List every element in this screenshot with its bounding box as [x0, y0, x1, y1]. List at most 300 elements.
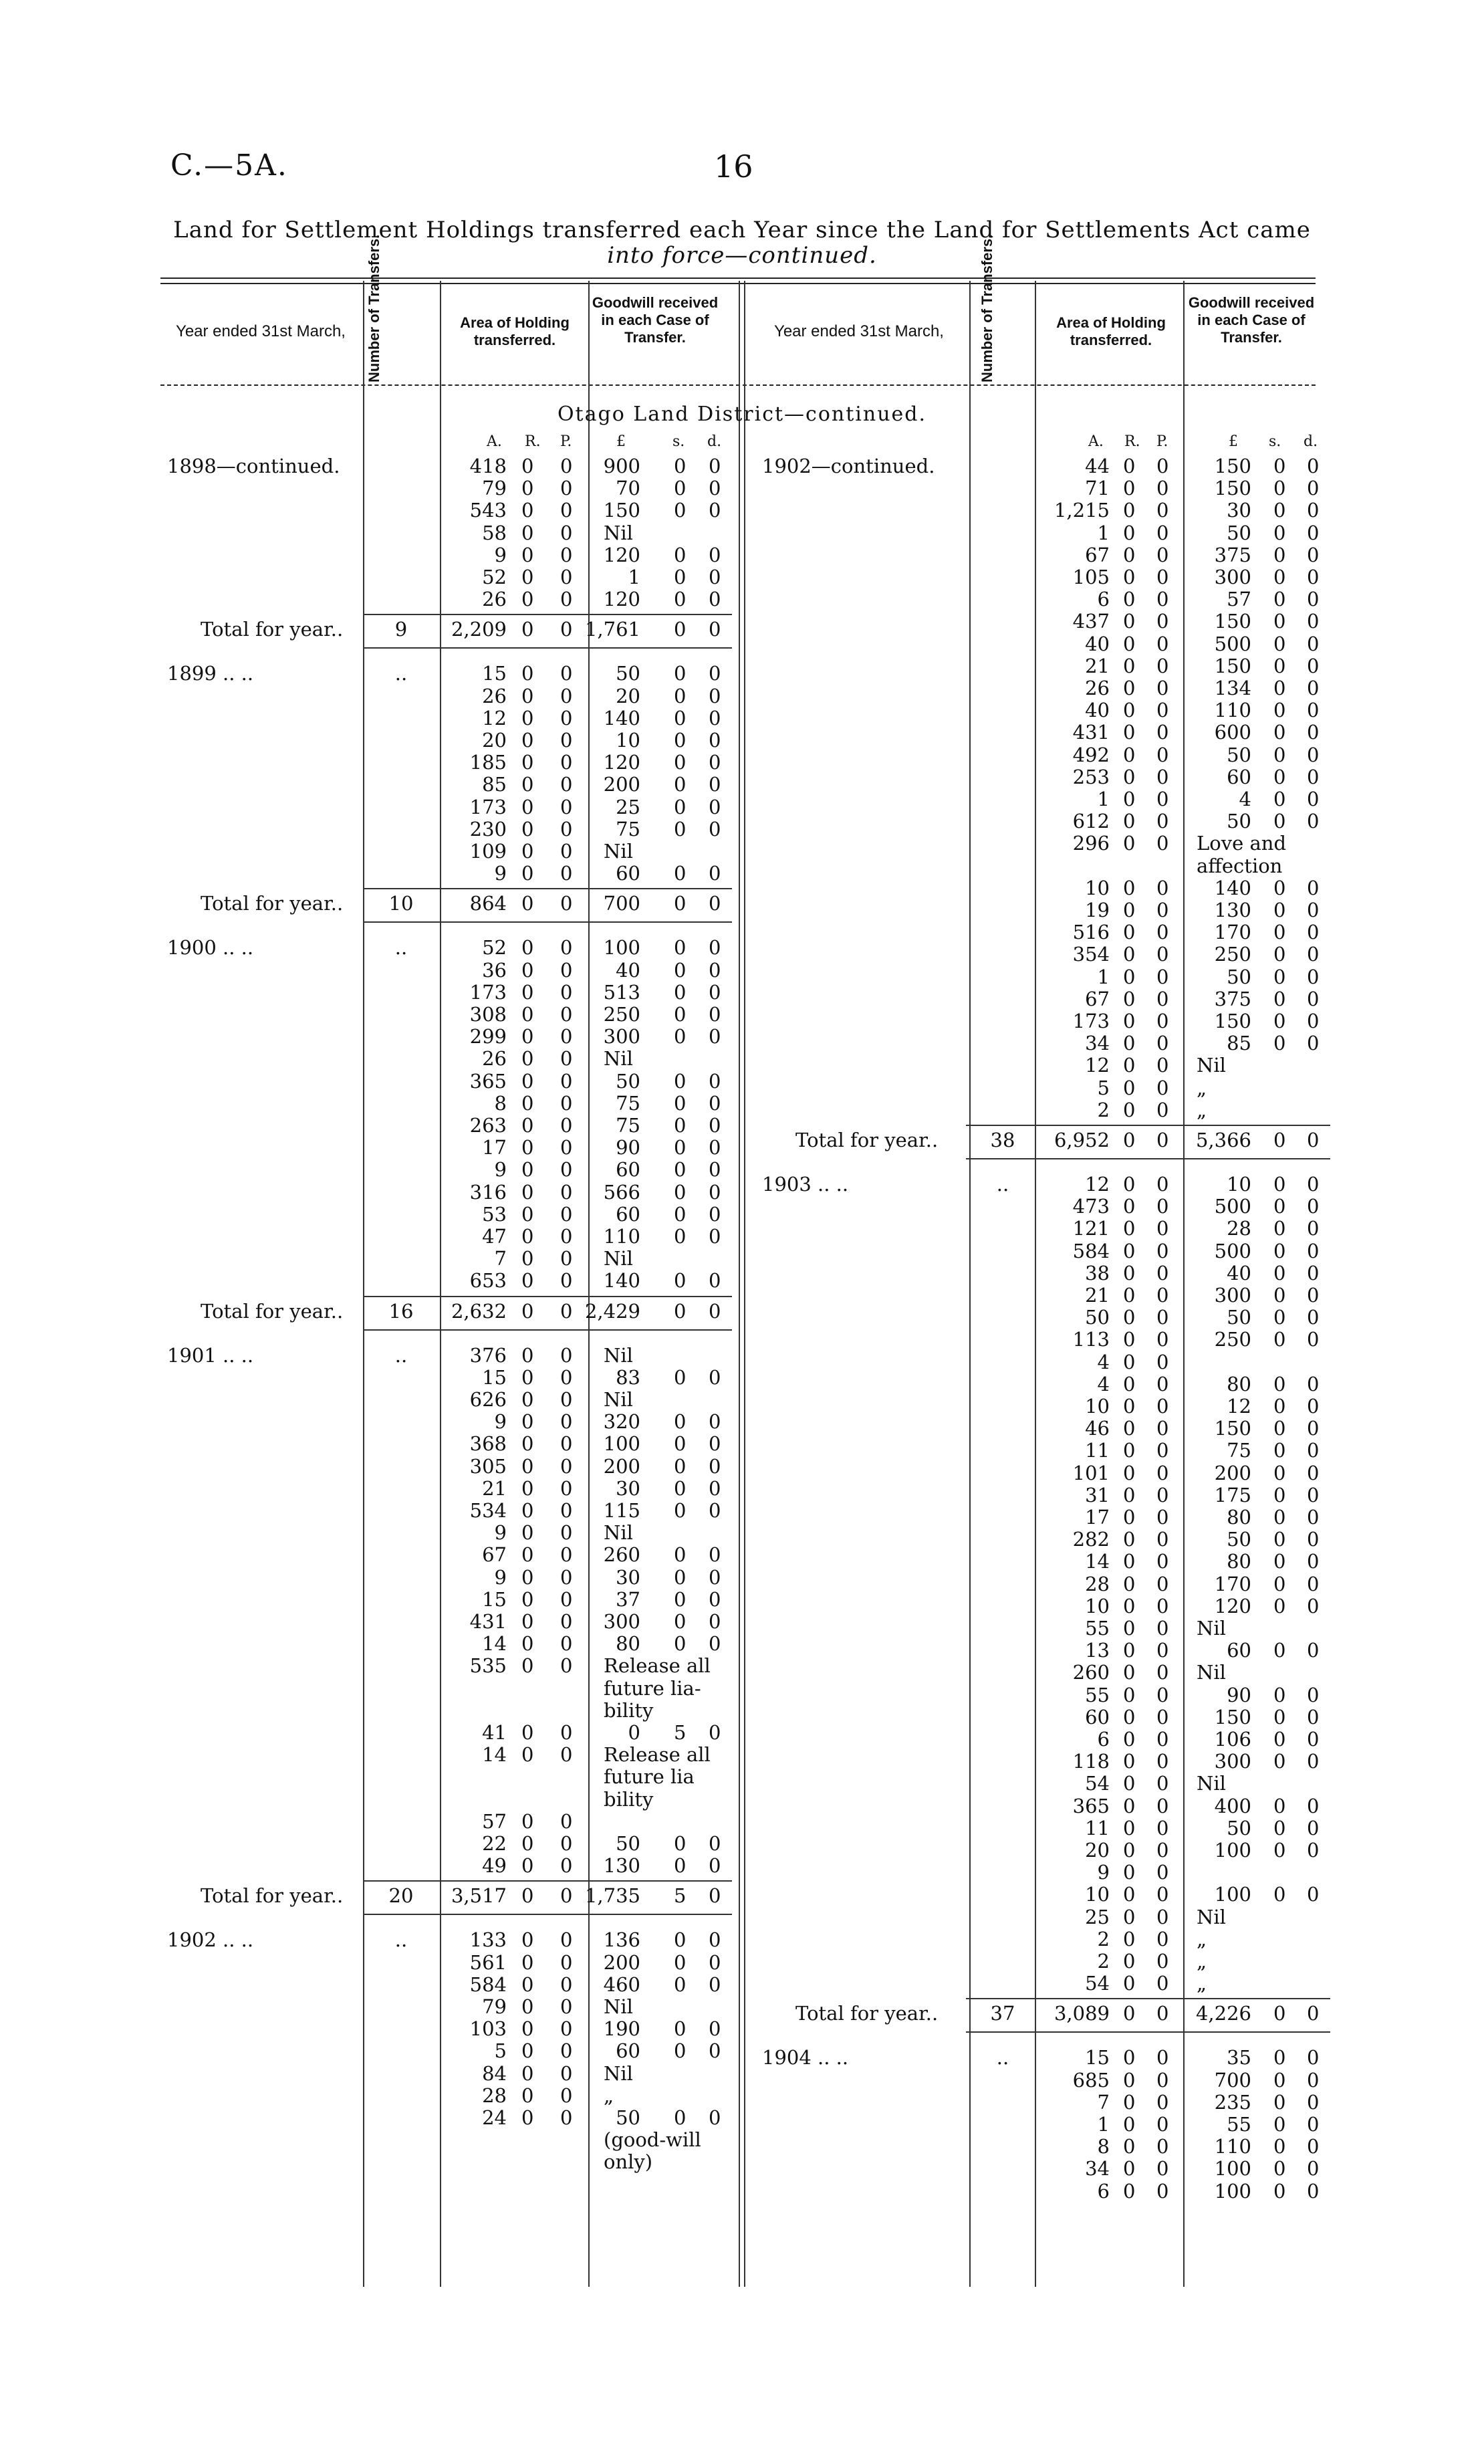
area-perches: 0	[1156, 1905, 1169, 1928]
area-acres: 25	[1085, 1905, 1110, 1928]
divider	[440, 281, 441, 2287]
area-roods: 0	[521, 1565, 534, 1589]
area-acres: 534	[469, 1499, 507, 1522]
area-perches: 0	[1156, 1461, 1169, 1484]
goodwill-shillings: 0	[674, 862, 687, 885]
area-perches: 0	[560, 840, 573, 863]
area-roods: 0	[521, 1454, 534, 1478]
area-roods: 0	[1123, 1417, 1136, 1440]
goodwill-pence: 0	[1307, 1839, 1320, 1862]
year-label: 1902—continued.	[762, 455, 935, 477]
total-pence: 0	[709, 1884, 721, 1908]
divider	[744, 281, 745, 2287]
area-acres: 79	[482, 477, 507, 500]
goodwill-pence: 0	[709, 2017, 721, 2041]
goodwill-pounds: 200	[603, 1950, 640, 1974]
goodwill-pence: 0	[1307, 677, 1320, 699]
goodwill-pounds: 60	[616, 1202, 640, 1226]
total-rule	[364, 921, 732, 923]
goodwill-shillings: 0	[1273, 566, 1286, 588]
goodwill-shillings: 0	[1273, 765, 1286, 788]
goodwill-pounds: 90	[1227, 1683, 1251, 1706]
area-acres: 15	[482, 1587, 507, 1611]
area-roods: 0	[521, 1499, 534, 1522]
area-perches: 0	[1156, 1328, 1169, 1351]
goodwill-pounds: 100	[603, 1432, 640, 1456]
goodwill-pounds: 30	[616, 1565, 640, 1589]
area-perches: 0	[560, 1565, 573, 1589]
goodwill-shillings: 0	[674, 1565, 687, 1589]
goodwill-pounds: 150	[1214, 610, 1251, 633]
area-roods: 0	[521, 1721, 534, 1744]
goodwill-shillings: 0	[1273, 721, 1286, 744]
goodwill-pounds: 60	[616, 2039, 640, 2063]
area-acres: 10	[1085, 1395, 1110, 1418]
area-roods: 0	[1123, 654, 1136, 677]
area-roods: 0	[521, 499, 534, 522]
unit-pounds: £	[616, 433, 626, 450]
total-pence: 0	[709, 618, 721, 641]
goodwill-pounds: 50	[1227, 810, 1251, 833]
area-perches: 0	[560, 795, 573, 818]
area-perches: 0	[1156, 543, 1169, 566]
area-roods: 0	[1123, 2157, 1136, 2180]
area-perches: 0	[560, 662, 573, 685]
goodwill-pence: 0	[1307, 699, 1320, 722]
goodwill-pence: 0	[1307, 2068, 1320, 2092]
total-perches: 0	[560, 618, 573, 641]
goodwill-pence: 0	[709, 1365, 721, 1389]
area-acres: 54	[1085, 1772, 1110, 1795]
goodwill-pence: 0	[709, 499, 721, 522]
area-roods: 0	[1123, 1683, 1136, 1706]
area-perches: 0	[1156, 699, 1169, 722]
area-perches: 0	[1156, 1972, 1169, 1995]
goodwill-pence: 0	[1307, 1550, 1320, 1573]
goodwill-pence: 0	[709, 1225, 721, 1248]
goodwill-pence: 0	[709, 1158, 721, 1182]
goodwill-pounds: 140	[603, 706, 640, 730]
goodwill-pence: 0	[709, 588, 721, 611]
area-acres: 14	[1085, 1550, 1110, 1573]
total-pence: 0	[1307, 1129, 1320, 1151]
goodwill-pence: 0	[1307, 1010, 1320, 1032]
area-perches: 0	[1156, 1417, 1169, 1440]
area-acres: 584	[1072, 1239, 1110, 1262]
goodwill-pence: 0	[709, 1432, 721, 1456]
area-perches: 0	[560, 1521, 573, 1545]
goodwill-pounds: 150	[1214, 1010, 1251, 1032]
divider	[739, 281, 740, 2287]
total-count: 20	[388, 1884, 414, 1908]
total-rule	[364, 1329, 732, 1331]
goodwill-note: Nil	[604, 1521, 633, 1545]
area-acres: 121	[1072, 1217, 1110, 1240]
area-perches: 0	[1156, 1010, 1169, 1032]
area-roods: 0	[1123, 1395, 1136, 1418]
goodwill-shillings: 0	[674, 662, 687, 685]
goodwill-pounds: 40	[616, 958, 640, 982]
total-shillings: 0	[674, 618, 687, 641]
area-acres: 113	[1072, 1328, 1110, 1351]
unit-perches: P.	[1156, 433, 1168, 450]
total-roods: 0	[521, 618, 534, 641]
area-roods: 0	[1123, 1506, 1136, 1529]
area-acres: 543	[469, 499, 507, 522]
area-perches: 0	[1156, 1054, 1169, 1077]
area-roods: 0	[521, 477, 534, 500]
goodwill-shillings: 0	[1273, 1195, 1286, 1218]
area-roods: 0	[1123, 610, 1136, 633]
total-shillings: 0	[1273, 1129, 1286, 1151]
area-acres: 40	[1085, 699, 1110, 722]
goodwill-pounds: 10	[616, 729, 640, 752]
goodwill-pounds: 70	[616, 477, 640, 500]
goodwill-shillings: 0	[1273, 677, 1286, 699]
goodwill-pence: 0	[1307, 1594, 1320, 1617]
goodwill-pence: 0	[1307, 965, 1320, 988]
area-roods: 0	[521, 1928, 534, 1952]
goodwill-pence: 0	[709, 1950, 721, 1974]
goodwill-pence: 0	[1307, 1528, 1320, 1551]
goodwill-shillings: 0	[1273, 499, 1286, 522]
area-roods: 0	[521, 936, 534, 960]
goodwill-pounds: 20	[616, 684, 640, 707]
goodwill-pence: 0	[709, 1025, 721, 1048]
year-label: 1900 .. ..	[167, 936, 254, 960]
area-perches: 0	[1156, 1506, 1169, 1529]
goodwill-pounds: 300	[1214, 1750, 1251, 1773]
area-roods: 0	[1123, 1927, 1136, 1950]
goodwill-note: Nil	[1197, 1772, 1226, 1795]
goodwill-note: Nil	[604, 1047, 633, 1071]
goodwill-shillings: 0	[674, 1025, 687, 1048]
goodwill-pence: 0	[709, 684, 721, 707]
col-year-right: Year ended 31st March,	[774, 322, 944, 340]
area-roods: 0	[521, 1854, 534, 1878]
goodwill-pence: 0	[1307, 2179, 1320, 2203]
goodwill-pence: 0	[1307, 654, 1320, 677]
area-acres: 626	[469, 1388, 507, 1411]
area-perches: 0	[1156, 1395, 1169, 1418]
area-acres: 9	[494, 543, 507, 566]
area-acres: 20	[1085, 1839, 1110, 1862]
area-acres: 24	[482, 2106, 507, 2129]
area-roods: 0	[1123, 699, 1136, 722]
area-perches: 0	[1156, 1195, 1169, 1218]
area-acres: 1	[1097, 965, 1110, 988]
goodwill-pence: 0	[1307, 788, 1320, 810]
goodwill-pounds: 200	[603, 1454, 640, 1478]
area-perches: 0	[1156, 743, 1169, 766]
area-perches: 0	[1156, 1816, 1169, 1839]
area-roods: 0	[521, 2061, 534, 2085]
goodwill-pence: 0	[709, 936, 721, 960]
area-roods: 0	[1123, 965, 1136, 988]
area-roods: 0	[521, 1832, 534, 1855]
goodwill-pence: 0	[709, 958, 721, 982]
area-roods: 0	[521, 1632, 534, 1656]
goodwill-pence: 0	[709, 1928, 721, 1952]
area-perches: 0	[560, 1047, 573, 1071]
goodwill-pence: 0	[1307, 1284, 1320, 1307]
goodwill-pounds: 140	[1214, 876, 1251, 899]
area-roods: 0	[1123, 1950, 1136, 1973]
goodwill-pounds: 190	[603, 2017, 640, 2041]
area-perches: 0	[1156, 2135, 1169, 2158]
goodwill-pounds: 320	[603, 1410, 640, 1434]
area-acres: 535	[469, 1654, 507, 1678]
area-roods: 0	[521, 521, 534, 544]
area-acres: 6	[1097, 2179, 1110, 2203]
goodwill-pence: 0	[1307, 1683, 1320, 1706]
area-roods: 0	[521, 1180, 534, 1204]
goodwill-shillings: 0	[674, 1950, 687, 1974]
area-roods: 0	[1123, 1972, 1136, 1995]
unit-shillings: s.	[1269, 433, 1281, 450]
goodwill-shillings: 0	[674, 1854, 687, 1878]
area-acres: 19	[1085, 899, 1110, 921]
area-perches: 0	[1156, 1239, 1169, 1262]
goodwill-note: Nil	[604, 1388, 633, 1411]
table-title: Land for Settlement Holdings transferred each Year since the Land for Settlements Act came	[173, 217, 1311, 243]
area-roods: 0	[1123, 1239, 1136, 1262]
goodwill-shillings: 0	[674, 1410, 687, 1434]
area-roods: 0	[521, 1610, 534, 1633]
area-perches: 0	[560, 1136, 573, 1159]
goodwill-pounds: 100	[603, 936, 640, 960]
goodwill-note: Nil	[1197, 1905, 1226, 1928]
goodwill-pounds: 50	[616, 2106, 640, 2129]
area-perches: 0	[560, 1269, 573, 1293]
goodwill-pounds: 12	[1227, 1395, 1251, 1418]
area-roods: 0	[1123, 987, 1136, 1010]
total-label: Total for year..	[201, 892, 344, 915]
goodwill-shillings: 0	[1273, 876, 1286, 899]
goodwill-pounds: 75	[1227, 1439, 1251, 1462]
goodwill-pounds: 40	[1227, 1261, 1251, 1284]
goodwill-pounds: 83	[616, 1365, 640, 1389]
total-roods: 0	[521, 892, 534, 915]
goodwill-shillings: 0	[1273, 1705, 1286, 1728]
area-acres: 2	[1097, 1950, 1110, 1973]
col-goodwill-left: Goodwill received in each Case of Transfer.	[592, 294, 719, 346]
goodwill-pounds: 250	[1214, 943, 1251, 966]
goodwill-note: Nil	[604, 1343, 633, 1367]
goodwill-pence: 0	[709, 543, 721, 566]
goodwill-pence: 0	[1307, 1794, 1320, 1817]
area-roods: 0	[1123, 1195, 1136, 1218]
area-roods: 0	[1123, 1639, 1136, 1662]
area-roods: 0	[521, 1225, 534, 1248]
goodwill-pence: 0	[709, 1832, 721, 1855]
goodwill-pence: 0	[709, 1499, 721, 1522]
transfer-count: ..	[394, 1928, 408, 1952]
area-perches: 0	[1156, 1639, 1169, 1662]
goodwill-pounds: 0	[628, 1721, 640, 1744]
goodwill-note: Release all	[604, 1743, 711, 1767]
area-roods: 0	[1123, 788, 1136, 810]
goodwill-pence: 0	[709, 2106, 721, 2129]
area-roods: 0	[521, 1476, 534, 1500]
goodwill-note: bility	[604, 1787, 654, 1811]
area-perches: 0	[560, 862, 573, 885]
area-perches: 0	[560, 566, 573, 588]
total-shillings: 0	[1273, 2002, 1286, 2025]
area-perches: 0	[560, 936, 573, 960]
year-label: 1902 .. ..	[167, 1928, 254, 1952]
total-acres: 2,632	[451, 1299, 507, 1323]
area-roods: 0	[1123, 2179, 1136, 2203]
goodwill-pence: 0	[1307, 477, 1320, 500]
goodwill-pounds: 50	[1227, 1528, 1251, 1551]
area-roods: 0	[1123, 2068, 1136, 2092]
goodwill-pounds: 110	[1214, 2135, 1251, 2158]
area-perches: 0	[560, 1432, 573, 1456]
area-roods: 0	[1123, 632, 1136, 655]
goodwill-pounds: 50	[1227, 743, 1251, 766]
goodwill-shillings: 0	[674, 1499, 687, 1522]
goodwill-pounds: 110	[603, 1225, 640, 1248]
goodwill-pence: 0	[1307, 1239, 1320, 1262]
area-perches: 0	[560, 1632, 573, 1656]
goodwill-pounds: 500	[1214, 1239, 1251, 1262]
area-acres: 12	[1085, 1173, 1110, 1196]
area-roods: 0	[521, 1247, 534, 1270]
goodwill-shillings: 0	[674, 1069, 687, 1093]
area-roods: 0	[521, 588, 534, 611]
area-perches: 0	[560, 588, 573, 611]
area-roods: 0	[521, 662, 534, 685]
area-perches: 0	[560, 2061, 573, 2085]
goodwill-pounds: 300	[603, 1610, 640, 1633]
goodwill-shillings: 0	[674, 1476, 687, 1500]
goodwill-shillings: 0	[674, 1202, 687, 1226]
area-roods: 0	[1123, 588, 1136, 611]
total-rule	[364, 1880, 732, 1882]
area-perches: 0	[560, 499, 573, 522]
area-acres: 9	[494, 862, 507, 885]
total-label: Total for year..	[795, 2002, 939, 2025]
goodwill-pounds: 80	[1227, 1506, 1251, 1529]
area-perches: 0	[1156, 1173, 1169, 1196]
goodwill-pence: 0	[1307, 1728, 1320, 1751]
area-acres: 9	[494, 1158, 507, 1182]
goodwill-shillings: 5	[674, 1721, 687, 1744]
area-roods: 0	[521, 455, 534, 477]
goodwill-shillings: 0	[1273, 477, 1286, 500]
goodwill-shillings: 0	[1273, 1572, 1286, 1595]
goodwill-shillings: 0	[1273, 654, 1286, 677]
area-perches: 0	[560, 477, 573, 500]
area-perches: 0	[560, 1454, 573, 1478]
area-acres: 437	[1072, 610, 1110, 633]
goodwill-pounds: 250	[603, 1003, 640, 1026]
goodwill-shillings: 0	[674, 958, 687, 982]
goodwill-shillings: 0	[1273, 610, 1286, 633]
goodwill-pounds: 50	[616, 662, 640, 685]
header-bottom-rule	[160, 384, 1316, 386]
total-rule	[966, 2031, 1330, 2033]
area-roods: 0	[521, 1995, 534, 2018]
goodwill-pounds: 150	[1214, 477, 1251, 500]
goodwill-pence: 0	[709, 1587, 721, 1611]
area-perches: 0	[560, 1091, 573, 1115]
area-roods: 0	[521, 1743, 534, 1767]
area-acres: 34	[1085, 2157, 1110, 2180]
goodwill-shillings: 0	[674, 729, 687, 752]
divider	[1183, 281, 1185, 2287]
area-acres: 473	[1072, 1195, 1110, 1218]
area-roods: 0	[521, 543, 534, 566]
goodwill-pounds: 50	[616, 1069, 640, 1093]
goodwill-pence: 0	[709, 1632, 721, 1656]
area-acres: 50	[1085, 1306, 1110, 1329]
goodwill-pence: 0	[1307, 455, 1320, 477]
col-number-left: Number of Transfers.	[366, 234, 382, 382]
area-perches: 0	[560, 1247, 573, 1270]
year-label: 1901 .. ..	[167, 1343, 254, 1367]
goodwill-pounds: 130	[603, 1854, 640, 1878]
goodwill-pence: 0	[1307, 1705, 1320, 1728]
area-roods: 0	[1123, 832, 1136, 855]
area-roods: 0	[1123, 876, 1136, 899]
area-acres: 52	[482, 936, 507, 960]
goodwill-pounds: 100	[1214, 2157, 1251, 2180]
year-label: 1903 .. ..	[762, 1173, 849, 1196]
area-perches: 0	[1156, 2157, 1169, 2180]
area-perches: 0	[1156, 1661, 1169, 1684]
area-acres: 47	[482, 1225, 507, 1248]
area-acres: 263	[469, 1114, 507, 1137]
area-roods: 0	[521, 773, 534, 796]
area-acres: 185	[469, 751, 507, 774]
area-roods: 0	[521, 1343, 534, 1367]
area-perches: 0	[560, 543, 573, 566]
area-acres: 105	[1072, 566, 1110, 588]
total-label: Total for year..	[201, 1299, 344, 1323]
goodwill-shillings: 0	[1273, 2157, 1286, 2180]
goodwill-pounds: 150	[1214, 455, 1251, 477]
goodwill-pounds: 10	[1227, 1173, 1251, 1196]
area-roods: 0	[1123, 499, 1136, 522]
area-acres: 34	[1085, 1032, 1110, 1055]
goodwill-pounds: 1	[628, 566, 640, 588]
goodwill-shillings: 0	[1273, 1032, 1286, 1055]
area-roods: 0	[521, 1269, 534, 1293]
goodwill-shillings: 0	[674, 817, 687, 841]
goodwill-pence: 0	[709, 2039, 721, 2063]
unit-shillings: s.	[672, 433, 685, 450]
goodwill-pounds: 375	[1214, 543, 1251, 566]
area-perches: 0	[560, 1343, 573, 1367]
area-acres: 2	[1097, 1098, 1110, 1121]
goodwill-shillings: 0	[674, 566, 687, 588]
area-acres: 4	[1097, 1350, 1110, 1373]
goodwill-pence: 0	[709, 729, 721, 752]
total-acres: 3,517	[451, 1884, 507, 1908]
area-acres: 1	[1097, 788, 1110, 810]
total-acres: 3,089	[1054, 2002, 1110, 2025]
goodwill-shillings: 0	[1273, 1328, 1286, 1351]
goodwill-shillings: 0	[1273, 1683, 1286, 1706]
goodwill-pence: 0	[709, 1114, 721, 1137]
goodwill-shillings: 0	[1273, 1594, 1286, 1617]
area-roods: 0	[1123, 1772, 1136, 1795]
area-perches: 0	[560, 1721, 573, 1744]
area-roods: 0	[521, 862, 534, 885]
area-acres: 8	[494, 1091, 507, 1115]
